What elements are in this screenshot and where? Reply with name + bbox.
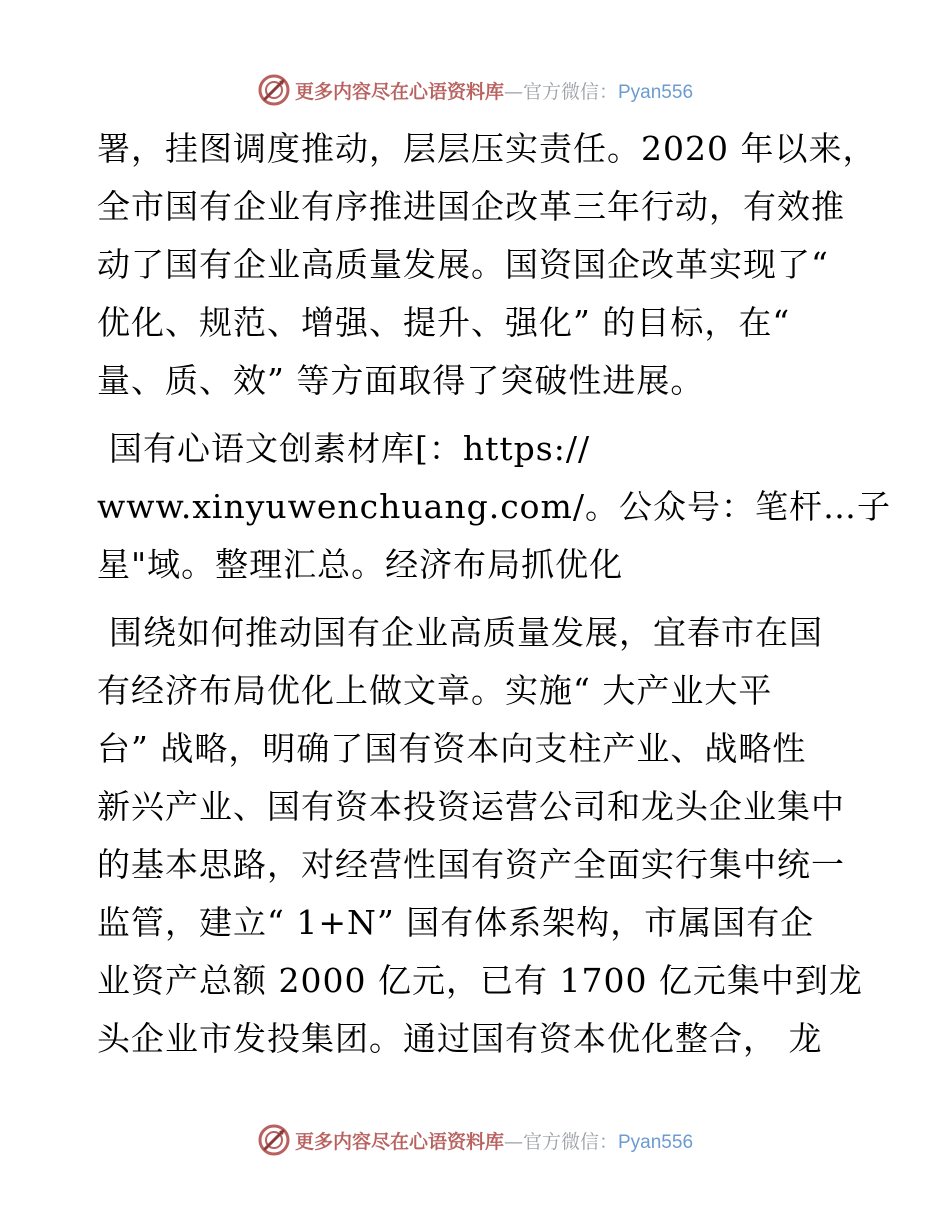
banner-main-text: 更多内容尽在心语资料库 bbox=[294, 80, 504, 103]
document-body bbox=[97, 120, 891, 1068]
text-line: 国有心语文创素材库[：https:// bbox=[109, 429, 591, 468]
banner-text bbox=[295, 1127, 693, 1154]
text-line: 业资产总额 2000 亿元，已有 1700 亿元集中到龙 bbox=[97, 961, 863, 1000]
text-line: 署，挂图调度推动，层层压实责任。2020 年以来， bbox=[97, 129, 877, 168]
logo-icon bbox=[257, 73, 291, 107]
banner-separator: — bbox=[503, 80, 523, 103]
banner-wechat-label: 官方微信： bbox=[522, 80, 618, 103]
text-line: 优化、规范、增强、提升、强化” 的目标，在“ bbox=[97, 303, 791, 342]
banner-separator: — bbox=[503, 1130, 523, 1153]
text-line: 动了国有企业高质量发展。国资国企改革实现了“ bbox=[97, 245, 829, 284]
header-banner bbox=[0, 70, 950, 110]
text-line: 星"域。整理汇总。经济布局抓优化 bbox=[97, 545, 624, 584]
banner-account: Pyan556 bbox=[618, 1131, 694, 1153]
text-line: 有经济布局优化上做文章。实施“ 大产业大平 bbox=[97, 671, 773, 710]
text-line: 头企业市发投集团。通过国有资本优化整合， 龙 bbox=[97, 1019, 823, 1058]
text-line: 全市国有企业有序推进国企改革三年行动，有效推 bbox=[97, 187, 845, 226]
text-line: 围绕如何推动国有企业高质量发展，宜春市在国 bbox=[109, 613, 823, 652]
text-line: 量、质、效” 等方面取得了突破性进展。 bbox=[97, 361, 705, 400]
logo-icon bbox=[257, 1123, 291, 1157]
banner-account: Pyan556 bbox=[618, 81, 694, 103]
text-line: 新兴产业、国有资本投资运营公司和龙头企业集中 bbox=[97, 787, 845, 826]
footer-banner bbox=[0, 1120, 950, 1160]
text-line: 的基本思路，对经营性国有资产全面实行集中统一 bbox=[97, 845, 845, 884]
paragraph-gap bbox=[97, 410, 857, 420]
text-line: www.xinyuwenchuang.com/。公众号：笔杆…子 bbox=[97, 487, 891, 526]
paragraph-1 bbox=[97, 120, 877, 410]
paragraph-2 bbox=[97, 420, 891, 594]
banner-wechat-label: 官方微信： bbox=[522, 1130, 618, 1153]
text-line: 台” 战略，明确了国有资本向支柱产业、战略性 bbox=[97, 729, 807, 768]
banner-main-text: 更多内容尽在心语资料库 bbox=[294, 1130, 504, 1153]
text-line: 监管，建立“ 1+N” 国有体系架构，市属国有企 bbox=[97, 903, 815, 942]
banner-text bbox=[295, 77, 693, 104]
paragraph-3 bbox=[97, 604, 863, 1068]
paragraph-gap bbox=[97, 594, 857, 604]
